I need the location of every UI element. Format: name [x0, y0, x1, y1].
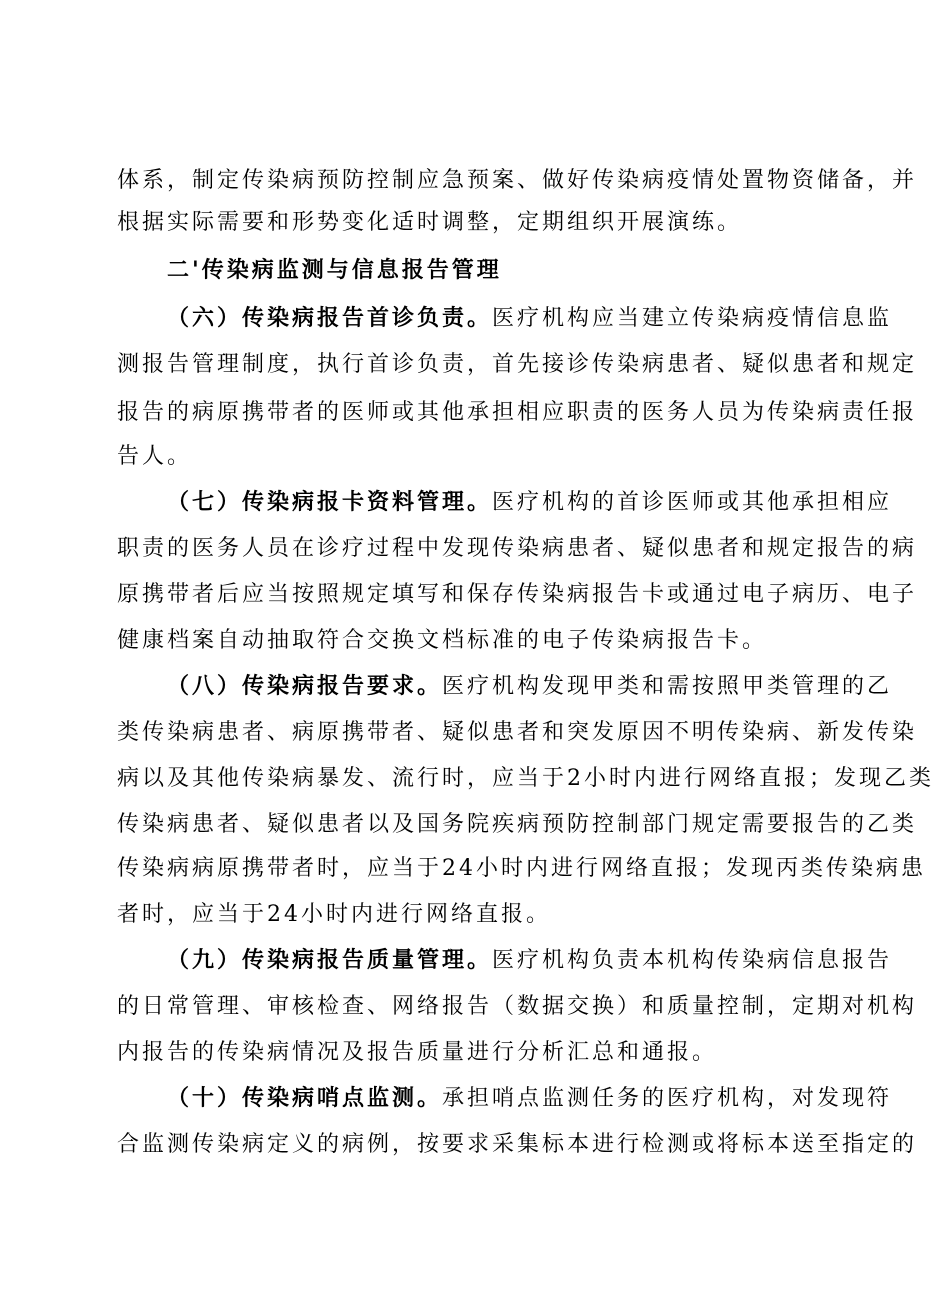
- paragraph-6-heading: （六）传染病报告首诊负责。: [167, 306, 493, 331]
- paragraph-9-first-line: [167, 944, 893, 978]
- paragraph-7-line: 职责的医务人员在诊疗过程中发现传染病患者、疑似患者和规定报告的病: [117, 536, 918, 561]
- paragraph-8-line: 者时，应当于24小时内进行网络直报。: [117, 902, 551, 927]
- paragraph-8-line: 传染病病原携带者时，应当于24小时内进行网络直报；发现丙类传染病患: [117, 856, 926, 881]
- paragraph-8-line: 类传染病患者、病原携带者、疑似患者和突发原因不明传染病、新发传染: [117, 720, 918, 745]
- paragraph-6-line: 告人。: [117, 444, 193, 469]
- paragraph-8-line: 病以及其他传染病暴发、流行时，应当于2小时内进行网络直报；发现乙类: [117, 766, 934, 791]
- paragraph-7-text: 医疗机构的首诊医师或其他承担相应: [492, 490, 893, 515]
- intro-line-1: 体系，制定传染病预防控制应急预案、做好传染病疫情处置物资储备，并: [117, 168, 918, 193]
- paragraph-7-heading: （七）传染病报卡资料管理。: [167, 490, 493, 515]
- paragraph-10-heading: （十）传染病哨点监测。: [167, 1086, 443, 1111]
- paragraph-8-line: 传染病患者、疑似患者以及国务院疾病预防控制部门规定需要报告的乙类: [117, 812, 918, 837]
- paragraph-8-first-line: [167, 670, 893, 704]
- paragraph-10-first-line: [167, 1082, 893, 1116]
- paragraph-9-line: 内报告的传染病情况及报告质量进行分析汇总和通报。: [117, 1040, 718, 1065]
- paragraph-6-line: 测报告管理制度，执行首诊负责，首先接诊传染病患者、疑似患者和规定: [117, 352, 918, 377]
- paragraph-8-text: 医疗机构发现甲类和需按照甲类管理的乙: [442, 674, 893, 699]
- paragraph-7-line: 原携带者后应当按照规定填写和保存传染病报告卡或通过电子病历、电子: [117, 582, 918, 607]
- paragraph-9-heading: （九）传染病报告质量管理。: [167, 948, 493, 973]
- paragraph-7-line: 健康档案自动抽取符合交换文档标准的电子传染病报告卡。: [117, 628, 768, 653]
- intro-line-2: 根据实际需要和形势变化适时调整，定期组织开展演练。: [117, 210, 743, 235]
- paragraph-9-line: 的日常管理、审核检查、网络报告（数据交换）和质量控制，定期对机构: [117, 994, 918, 1019]
- paragraph-10-text: 承担哨点监测任务的医疗机构，对发现符: [442, 1086, 893, 1111]
- paragraph-8-heading: （八）传染病报告要求。: [167, 674, 443, 699]
- paragraph-6-line: 报告的病原携带者的医师或其他承担相应职责的医务人员为传染病责任报: [117, 400, 918, 425]
- paragraph-6-first-line: [167, 302, 893, 336]
- paragraph-10-line: 合监测传染病定义的病例，按要求采集标本进行检测或将标本送至指定的: [117, 1132, 918, 1157]
- paragraph-6-text: 医疗机构应当建立传染病疫情信息监: [492, 306, 893, 331]
- section-heading: 二'传染病监测与信息报告管理: [167, 258, 502, 283]
- paragraph-7-first-line: [167, 486, 893, 520]
- paragraph-9-text: 医疗机构负责本机构传染病信息报告: [492, 948, 893, 973]
